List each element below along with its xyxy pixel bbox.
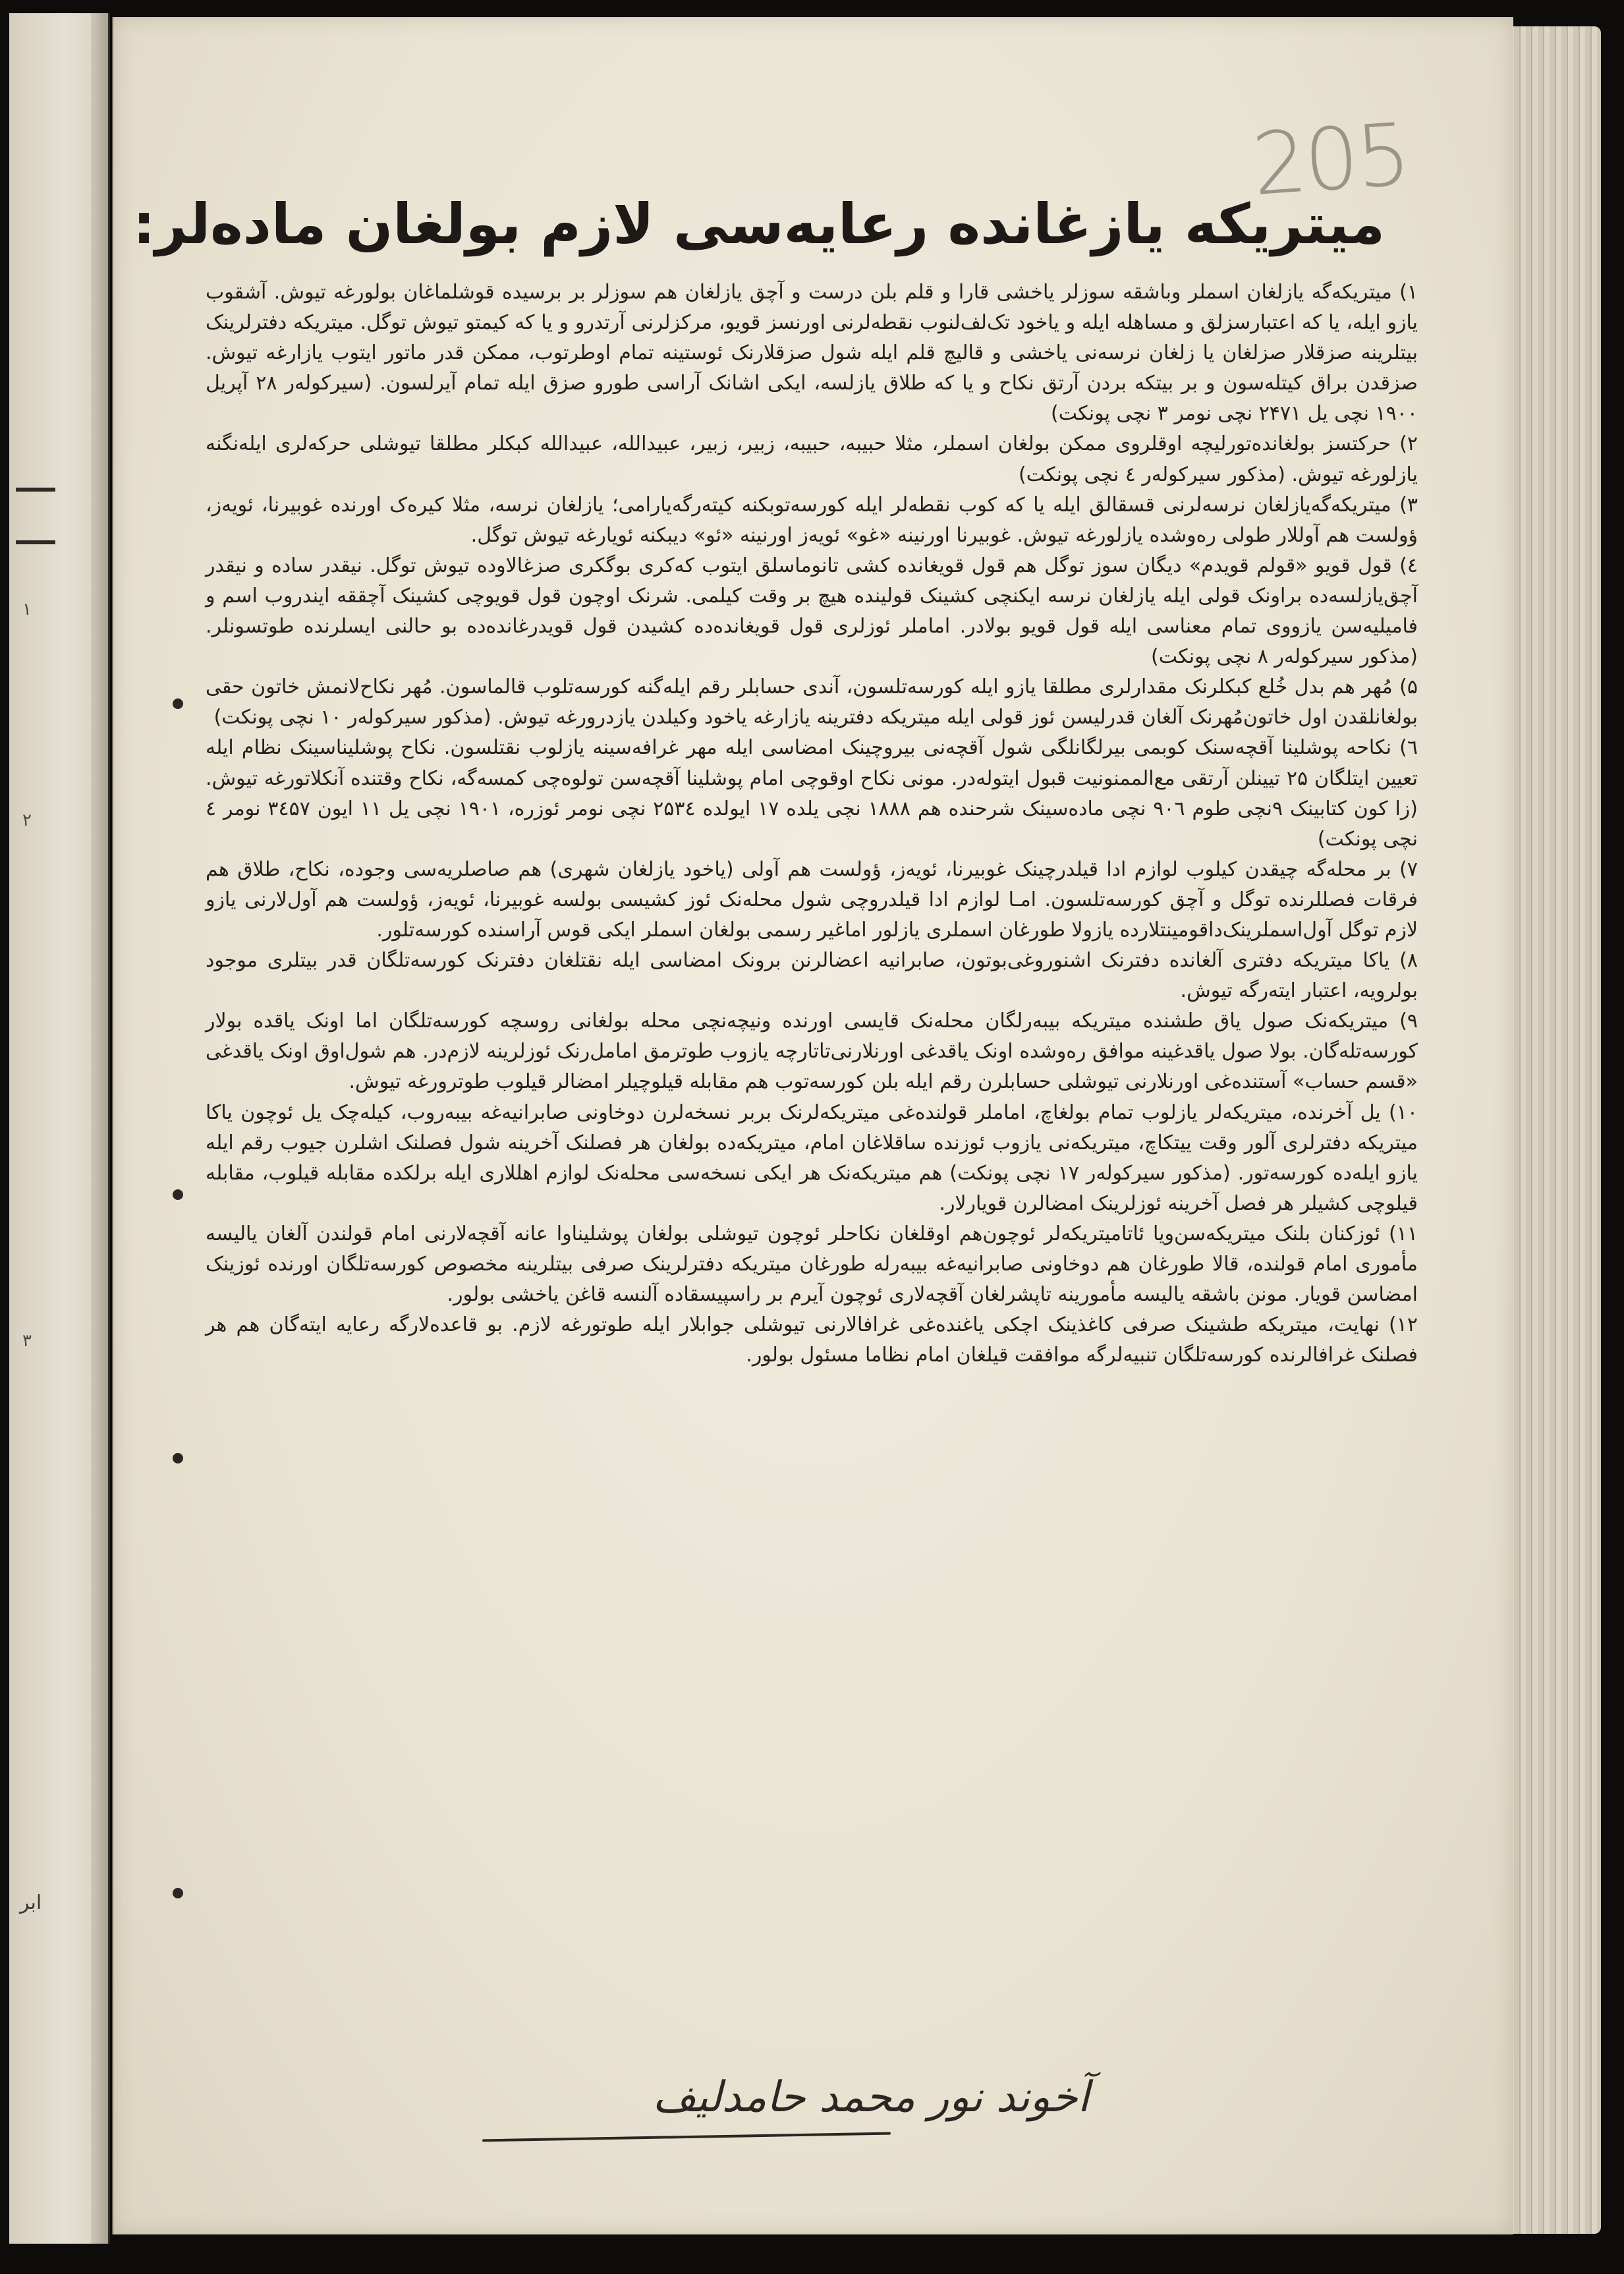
document-page bbox=[112, 17, 1513, 2234]
paragraph-2: ۲) حرکتسز بولغانده‌تورلیچه اوقلروی ممکن بولغان اسملر، مثلا حبیبه، حبیبه، زبیر، زبیر، عبید‌الله، عبیدالله کبکلر مطلقا تیوشلی حرکه‌لری ایله‌نگنه یازلورغه تیوش. (مذکور سیرکوله‌ر ٤ نچی پونکت) bbox=[206, 432, 1418, 486]
previous-page-edge bbox=[9, 13, 110, 2244]
paper-speck bbox=[173, 1189, 183, 1200]
margin-number: ۲ bbox=[22, 810, 32, 830]
paper-speck bbox=[173, 1453, 183, 1464]
signature: آخوند نور محمد حامدلیف bbox=[652, 2073, 1090, 2122]
paragraph-9: ۹) میتریکه‌نک صول یاق طشنده میتریکه بیبه‌رلگان محلەنک قایسی اورنده ونیچەنچی محله بولغانی روسچه کورسه‌تلگان اما اونک یاقده بولار کورسه‌تله‌گان. بولا صول یاقدغینه موافق رەوشده اونک یاقدغی اورنلارنى‌تاتارچه یازوب طوترمق امامل‌رنک ئوزلرینه لازم‌در. هم شول‌اوق اونک یاقدغی «قسم حساب» آستنده‌غی اورنلارنی تیوشلی حسابلرن رقم ایله بلن کورسه‌توب هم مقابله قیلوچیلر امضالر قیلوب طوترورغه تیوش. bbox=[206, 1009, 1418, 1094]
binding-shadow bbox=[91, 13, 108, 2244]
paragraph-6: ٦) نکاحه پوشلینا آقچه‌سنک کوبمی بیرلگانلگی شول آقچه‌نی بیروچینک امضاسی ایله مهر غرافه‌سینه یازلوب نقتلسون. نکاح پوشلیناسینک نظام ایله تعیین ایتلگان ۲۵ تیینلن آرتقی مع‌الممنونیت قبول ایتوله‌در. مونی نکاح اوقوچی امام پوشلینا آقچه‌سن تولوه‌چی کمسه‌گه، نکاح وقتنده آنکلاتورغه تیوش. (زا کون کتابینک ۹نچی طوم ۹۰٦ نچی ماده‌سینک شرحنده هم ۱۸۸۸ نچی یلده ۱۷ ایولده ۲۵۳٤ نچی نومر ئوزره، ۱۹۰۱ نچی یل ۱۱ ایون ۳٤۵۷ نومر ٤ نچی پونکت) bbox=[206, 736, 1418, 851]
margin-number: ۳ bbox=[22, 1331, 32, 1351]
paragraph-3: ۳) میتریکه‌گه‌یازلغان نرسه‌لرنی قسقالق ایله یا که کوب نقطه‌لر ایله کورسه‌توبکنه کیته‌رگه‌یارامی؛ یازلغان نرسه، مثلا کیره‌ک اورنده غوبیرنا، ئویه‌ز، ؤولست هم آوللار طولی رەوشده یازلورغه تیوش. غوبیرنا اورنینه «غو» ئویه‌ز اورنینه «ئو» دیبکنه ئویارغه تیوش توگل. bbox=[206, 493, 1418, 547]
paragraph-4: ٤) قول قویو «قولم قویدم» دیگان سوز توگل هم قول قویغانده کشی تانوماسلق ایتوب که‌کری بوگکری صزغالاوده تیوش توگل. نیقدر ساده و نیقدر آچق‌یازلسه‌ده براونک قولی ایله یازلغان نرسه ایکنچی کشینک قولینده هیچ بر وقت کیلمی. شرنک اوچون قول قویوچی کشینک آچققه ایندروب اسم و فامیلیه‌سن یازووی تمام معناسی ایله قول قویو بولادر. اماملر ئوزلری قول قویغانده‌ده کشیدن قول قویدرغانده‌ده بو حالنی ایسلرنده طوتسونلر. (مذکور سیرکوله‌ر ۸ نچی پونکت) bbox=[206, 554, 1418, 669]
document-body bbox=[206, 277, 1418, 1371]
previous-page-text-fragment: ابر bbox=[20, 1891, 42, 1914]
paragraph-10: ۱۰) یل آخرنده، میتریکه‌لر یازلوب تمام بولغاچ، اماملر قولنده‌غی میتریکه‌لرنک بر‌بر نسخه‌لرن دوخاونی صابرانیه‌غه بیبه‌روب، کیله‌چک یل ئوچون یاکا میتریکه دفترلری آلور وقت ییتکاچ، میتریکه‌نی یازوب ئوزنده ساقلاغان امام، میتریکه‌ده بولغان هر فصلنک آخرینه شول فصلنک اشلرن جیوب رقم ایله یازو ایله‌ده کورسه‌تور. (مذکور سیرکوله‌ر ۱۷ نچی پونکت) هم میتریکه‌نک هر ایکی نسخه‌سی محله‌نک لوازم اهللاری ایله برلکده مقابله قیلوب، مقابله قیلوچی کشیلر هر فصل آخرینه ئوزلرینک امضالرن قویارلار. bbox=[206, 1100, 1418, 1215]
handwritten-page-number: 205 bbox=[1248, 103, 1412, 215]
paragraph-7: ۷) بر محله‌گه چیقدن کیلوب لوازم ادا قیلدرچینک غوبیرنا، ئویه‌ز، ؤولست هم آولی (یاخود یازلغان شهری) هم صاصلریه‌سی وجوده، نکاح، طلاق هم فرقات فصللرنده توگل و آچق کورسه‌تلسون. امـا لوازم ادا قیلدروچی شول محلەنک ئوز کشیسی بولسه غوبیرنا، ئویه‌ز، ؤولست هم آول‌لارنی یازو لازم توگل آول‌اسملرینک‌داقومینتلارده یازولا طورغان اسملری یازلور اماغیر رسمی بولغان اسملر ایکی قوس آراسنده کورسه‌تلور. bbox=[206, 857, 1418, 942]
paper-speck bbox=[173, 1888, 183, 1898]
margin-number: ۱ bbox=[22, 600, 32, 619]
signature-flourish bbox=[482, 2132, 891, 2142]
margin-rule bbox=[16, 540, 55, 544]
document-title: میتریکه یازغانده رعایه‌سی لازم بولغان ماده‌لر: bbox=[132, 192, 1385, 256]
paragraph-1: ۱) میتریکه‌گه یازلغان اسملر وباشقه سوزلر یاخشی قارا و قلم بلن درست و آچق یازلغان هم سوزلر بر برسیده قوشلماغان بولورغه تیوش. آشقوب یازو ایله، یا که اعتبارسزلق و مساهله ایله و یاخود تک‌لف‌لنوب نقطه‌لرنی اورنسز قویو، مرکزلرنی آرتدرو و یا که کیمتو تیوش توگل. میتریکه دفترلرینک بیتلرینه صزقلار صزلغان یا‌ زلغان نرسه‌نی یاخشی و قالیچ قلم ایله شول صزقلارنک ئوستینه تمام اوطرتوب، ممکن قدر ماتور ایتوب یازارغه تیوش. صزقدن براق کیتله‌سون و بر بیتکه بردن آرتق نکاح و یا که طلاق یازلسه، ایکی اشانک آراسی طورو صزق ایله تمام آیرلسون. (سیرکوله‌ر ۲۸ آپریل ۱۹۰۰ نچی یل ۲۴۷۱ نچی نومر ۳ نچی پونکت) bbox=[206, 281, 1418, 426]
paper-speck bbox=[173, 698, 183, 709]
paragraph-8: ۸) یاکا میتریکه دفتری آلغانده دفترنک اشنوروغی‌بوتون، صابرانیه اعضالرنن برونک امضاسی ایله نقتلغان دفترنک کورسه‌تلگان قدر بیتلری موجود بولرویه، اعتبار ایتەرگه تیوش. bbox=[206, 949, 1418, 1003]
paragraph-5: ۵) مُهر هم بدل خُلع کبکلرنک مقدارلری مطلقا یازو ایله کورسه‌تلسون، آندی حسابلر رقم ایله‌گنه کورسه‌تلوب قالماسون. مُهر نکاح‌لانمش خاتون حقی بولغانلقدن اول خاتون‌مُهرنک آلغان قدرلیسن ئوز قولی ایله میتریکه دفترینه یازارغه یاخود وکیلدن یازدرورغه تیوش. (مذکور سیرکوله‌ر ۱۰ نچی پونکت) bbox=[206, 675, 1418, 729]
paragraph-12: ۱۲) نهایت، میتریکه طشینک صرفی کاغذینک اچکی یاغنده‌غی غرافالارنی تیوشلی جوابلار ایله طوتورغه لازم. بو قاعده‌لارگه رعایه ایته‌گان هم هر فصلنک غرافالرنده کورسه‌تلگان تنبیه‌لرگه موافقت قیلغان امام نظاما مسئول بولور. bbox=[206, 1313, 1418, 1367]
paragraph-11: ۱۱) ئوزکنان بلنک میتریکه‌سن‌ویا ئاتامیتریکه‌لر ئوچون‌هم اوقلغان نکاحلر ئوچون تیوشلی بولغان پوشلیناوا عانه آقچه‌لارنی امام قولندن آلغان یالیسه مأموری امام قولنده، قالا طورغان هم دوخاونی صابرانیه‌غه بیبه‌رله طورغان میتریکه دفترلرینک صرفی بیتلرینه مخصوص کورسه‌تلگان اورنده ئوزینک امضاسن قویار. مونن باشقه یالیسه مأمورینه تاپشرلغان آقچه‌لاری ئوچون آیرم بر راسپیسقاده آلنسه قاغن یاخشی بولور. bbox=[206, 1222, 1418, 1307]
page-stack-edges bbox=[1502, 26, 1601, 2234]
margin-rule bbox=[16, 488, 55, 492]
